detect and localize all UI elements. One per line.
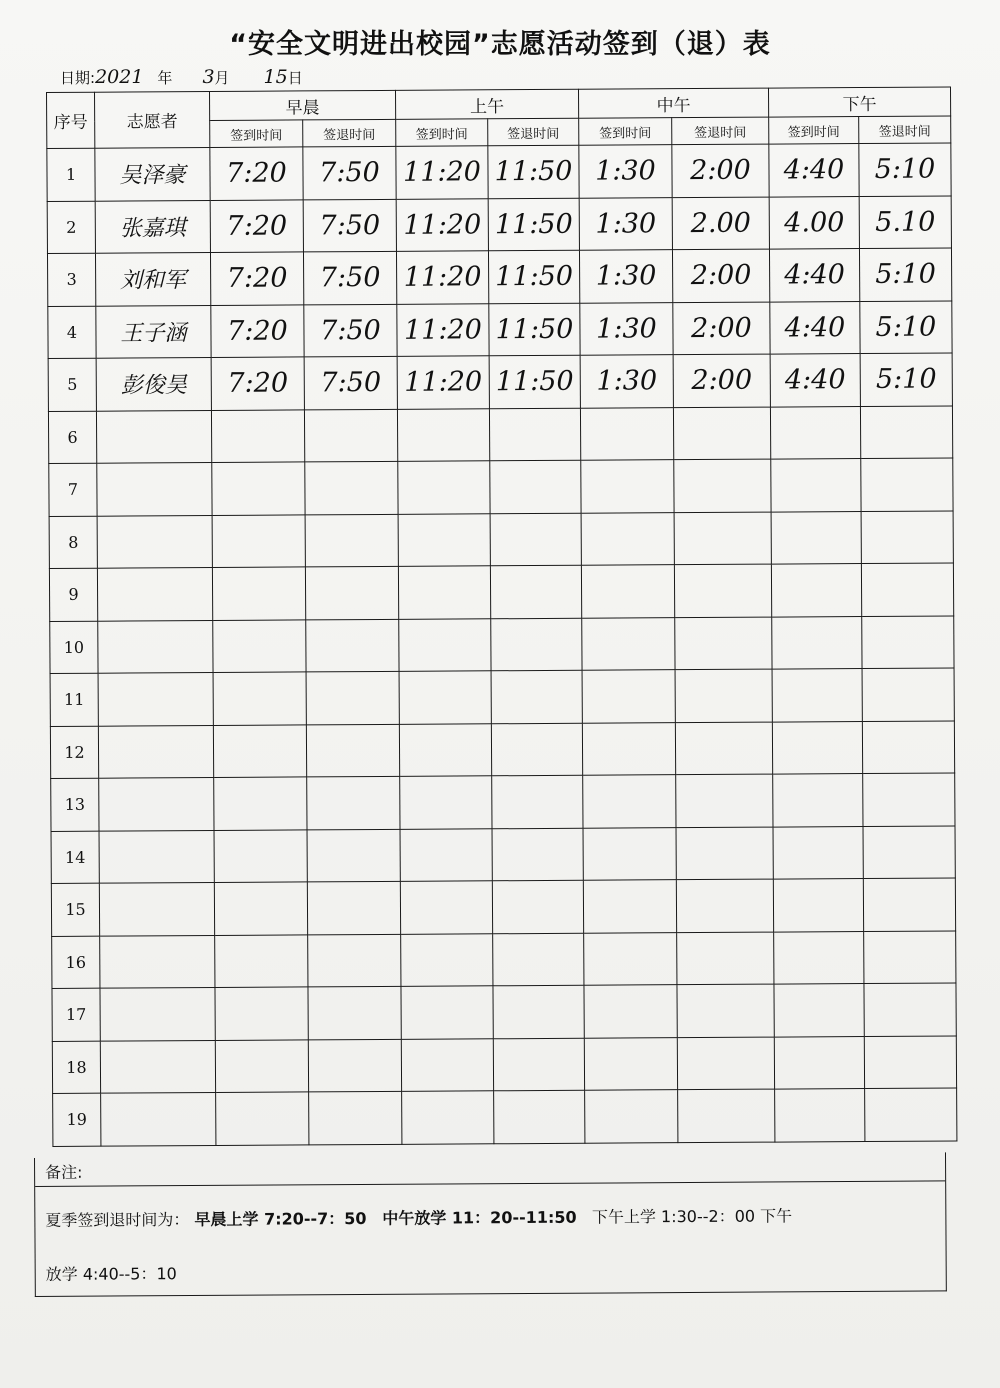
sign-in-time-cell <box>210 147 303 200</box>
sign-in-time-cell <box>584 1037 677 1090</box>
sign-in-time: 7:20 <box>226 210 288 242</box>
sign-out-time-cell <box>488 145 579 198</box>
sign-out-time-cell <box>493 985 584 1038</box>
sign-out-time-cell <box>305 566 398 619</box>
sign-in-time: 11:20 <box>403 261 482 294</box>
sign-out-time-cell <box>489 408 580 461</box>
sign-out-time-cell <box>672 249 769 302</box>
sign-in-time-cell <box>775 1089 865 1142</box>
sign-out-time-cell <box>859 248 951 301</box>
sign-in-time-cell <box>771 459 861 512</box>
date-day-unit: 日 <box>287 69 303 87</box>
sign-in-time-cell <box>772 669 862 722</box>
table-row <box>50 720 954 778</box>
table-row <box>52 1035 956 1093</box>
sign-out-time: 5:10 <box>874 153 936 186</box>
sign-out-time-cell <box>489 303 580 356</box>
sign-in-time-cell <box>397 303 489 356</box>
notes-noon: 中午放学 11：20--11:50 <box>382 1207 577 1228</box>
volunteer-name-cell <box>96 357 211 410</box>
sign-out-time-cell <box>860 300 952 353</box>
sign-out-time-cell <box>308 986 401 1039</box>
sign-in-time-cell <box>400 881 492 934</box>
sign-out-time-cell <box>865 1088 957 1141</box>
sign-in-time-cell <box>773 774 863 827</box>
sign-in-time-cell <box>399 618 491 671</box>
sign-in-time: 11:20 <box>404 366 483 399</box>
row-number: 1 <box>47 148 95 201</box>
sign-out-time: 2:00 <box>690 154 751 187</box>
sign-out-time-cell <box>490 513 581 566</box>
table-row <box>47 195 951 253</box>
sign-in-time-cell <box>400 776 492 829</box>
row-number: 14 <box>51 831 99 884</box>
sign-out-time-cell <box>488 250 579 303</box>
sign-out-time-cell <box>492 880 583 933</box>
volunteer-name-cell <box>99 830 214 883</box>
volunteer-name-cell <box>97 462 212 515</box>
sign-in-time: 11:20 <box>403 209 482 241</box>
sign-in-time-cell <box>398 461 490 514</box>
sign-in-time-cell <box>580 302 673 355</box>
volunteer-name-cell <box>97 515 212 568</box>
row-number: 17 <box>52 988 100 1041</box>
notes-prefix: 夏季签到退时间为： <box>45 1210 190 1230</box>
sign-in-time: 1:30 <box>596 313 657 345</box>
sign-in-time-cell <box>583 880 676 933</box>
sign-out-time-cell <box>676 827 773 880</box>
sign-out-time-cell <box>673 407 770 460</box>
row-number: 18 <box>52 1041 100 1094</box>
sign-in-time-cell <box>770 301 860 354</box>
volunteer-name-cell <box>99 882 214 935</box>
header-sign-in: 签到时间 <box>579 118 672 146</box>
sign-out-time-cell <box>863 878 955 931</box>
sign-in-time-cell <box>398 513 490 566</box>
sign-in-time-cell <box>581 565 674 618</box>
sign-out-time-cell <box>677 984 774 1037</box>
sign-out-time-cell <box>859 143 951 196</box>
sign-out-time-cell <box>304 356 397 409</box>
date-month-unit: 月 <box>214 69 230 87</box>
sign-in-time-cell <box>216 1092 309 1145</box>
sign-out-time-cell <box>306 724 399 777</box>
volunteer-name-cell <box>96 305 211 358</box>
sign-in-time-cell <box>769 144 859 197</box>
sign-in-time: 1:30 <box>595 155 656 187</box>
table-row <box>51 773 955 831</box>
table-row <box>49 510 953 568</box>
sign-in-time-cell <box>401 986 493 1039</box>
sign-out-time-cell <box>307 776 400 829</box>
sign-out-time-cell <box>677 932 774 985</box>
sign-in-time-cell <box>773 826 863 879</box>
table-row <box>51 825 955 883</box>
row-number: 5 <box>48 358 96 411</box>
header-sign-in: 签到时间 <box>396 119 488 147</box>
sign-in-time: 11:20 <box>403 314 482 346</box>
sign-out-time: 2.00 <box>690 207 751 239</box>
sign-in-time-cell <box>401 933 493 986</box>
sign-out-time: 2:00 <box>691 364 753 397</box>
sign-out-time-cell <box>864 930 956 983</box>
sign-out-time-cell <box>492 775 583 828</box>
volunteer-name-cell <box>95 148 210 201</box>
row-number: 15 <box>51 883 99 936</box>
sign-out-time-cell <box>861 510 953 563</box>
sign-out-time-cell <box>677 1037 774 1090</box>
sign-out-time: 5:10 <box>875 311 937 343</box>
row-number: 13 <box>51 778 99 831</box>
sign-out-time-cell <box>672 144 769 197</box>
sign-out-time-cell <box>494 1090 585 1143</box>
sign-in-time-cell <box>582 617 675 670</box>
sign-out-time: 7:50 <box>319 262 381 294</box>
sign-out-time-cell <box>674 512 771 565</box>
sign-out-time-cell <box>860 353 952 406</box>
sign-out-time-cell <box>861 458 953 511</box>
header-sign-out: 签退时间 <box>859 116 951 144</box>
row-number: 19 <box>53 1093 101 1146</box>
notes-box <box>34 1152 947 1297</box>
date-year: 2021 <box>95 66 144 88</box>
sign-in-time-cell <box>579 197 672 250</box>
sign-out-time-cell <box>489 355 580 408</box>
header-sign-out: 签退时间 <box>488 118 579 146</box>
table-row <box>49 458 953 516</box>
row-number: 10 <box>50 621 98 674</box>
sign-out-time-cell <box>678 1089 775 1142</box>
table-row <box>48 405 952 463</box>
sign-in-time-cell <box>585 1090 678 1143</box>
sign-out-time-cell <box>305 514 398 567</box>
row-number: 7 <box>49 463 97 516</box>
sign-in-time-cell <box>770 354 860 407</box>
sign-in-time-cell <box>774 931 864 984</box>
notes-afternoon-out: 放学 4:40--5：10 <box>45 1264 177 1284</box>
sign-in-time: 1:30 <box>596 365 658 397</box>
sign-out-time-cell <box>304 409 397 462</box>
sign-in-time-cell <box>401 1038 493 1091</box>
sign-table <box>46 86 957 1146</box>
sign-in-time-cell <box>211 409 304 462</box>
sign-in-time: 7:20 <box>226 157 287 190</box>
table-row <box>49 563 953 621</box>
sign-in-time-cell <box>771 564 861 617</box>
sign-in-time-cell <box>581 460 674 513</box>
sign-out-time: 7:50 <box>319 209 381 242</box>
date-line <box>60 66 303 88</box>
sign-in-time-cell <box>213 619 306 672</box>
sign-out-time-cell <box>307 829 400 882</box>
table-row <box>53 1088 957 1146</box>
sign-out-time-cell <box>675 669 772 722</box>
sign-out-time: 7:50 <box>319 157 380 189</box>
notes-label: 备注: <box>45 1162 83 1182</box>
volunteer-name-cell <box>95 252 210 305</box>
volunteer-name-cell <box>96 410 211 463</box>
sign-out-time-cell <box>674 459 771 512</box>
table-row <box>47 143 951 201</box>
sign-out-time-cell <box>488 198 579 251</box>
sign-in-time-cell <box>581 512 674 565</box>
header-period-forenoon: 上午 <box>395 89 578 119</box>
sign-out-time-cell <box>305 461 398 514</box>
table-row <box>50 668 954 726</box>
sign-in-time-cell <box>582 670 675 723</box>
sign-out-time-cell <box>493 933 584 986</box>
sign-in-time-cell <box>402 1091 494 1144</box>
table-row <box>50 615 954 673</box>
sheet-title: “安全文明进出校园”志愿活动签到（退）表 <box>229 29 771 60</box>
row-number: 6 <box>48 411 96 464</box>
sign-out-time: 7:50 <box>320 367 382 399</box>
table-row <box>48 353 952 411</box>
sign-out-time: 11:50 <box>494 156 573 188</box>
sign-in-time: 7:20 <box>226 262 288 295</box>
sign-out-time-cell <box>676 879 773 932</box>
sign-out-time-cell <box>307 881 400 934</box>
sign-in-time-cell <box>396 198 488 251</box>
sign-out-time: 7:50 <box>320 314 381 347</box>
header-period-morning: 早晨 <box>210 90 396 120</box>
sign-in-time-cell <box>584 932 677 985</box>
sign-out-time-cell <box>304 304 397 357</box>
sign-in-time-cell <box>772 616 862 669</box>
sign-out-time-cell <box>860 405 952 458</box>
sign-out-time-cell <box>864 983 956 1036</box>
row-number: 12 <box>50 726 98 779</box>
sign-in-time-cell <box>399 671 491 724</box>
sign-in-time-cell <box>774 1036 864 1089</box>
sign-in-time: 1:30 <box>595 260 657 292</box>
sign-in-time-cell <box>774 984 864 1037</box>
sign-out-time-cell <box>303 251 396 304</box>
volunteer-name-cell <box>99 777 214 830</box>
header-seq: 序号 <box>47 92 95 148</box>
volunteer-name: 吴泽豪 <box>119 163 186 189</box>
sign-in-time-cell <box>769 249 859 302</box>
date-month: 3 <box>202 66 215 88</box>
sign-out-time-cell <box>862 668 954 721</box>
header-volunteer: 志愿者 <box>95 92 210 149</box>
sign-in-time: 4:40 <box>784 364 846 396</box>
sign-out-time: 5.10 <box>875 206 936 238</box>
row-number: 9 <box>49 568 97 621</box>
row-number: 16 <box>52 936 100 989</box>
sign-in-time: 4.00 <box>784 206 845 239</box>
sign-out-time-cell <box>675 722 772 775</box>
sign-out-time: 5:10 <box>875 363 937 396</box>
date-label: 日期: <box>60 69 96 87</box>
sign-in-time-cell <box>396 146 488 199</box>
sign-out-time: 2:00 <box>690 259 752 292</box>
sign-out-time-cell <box>862 720 954 773</box>
sign-out-time-cell <box>862 615 954 668</box>
sign-out-time-cell <box>673 302 770 355</box>
sign-out-time-cell <box>863 773 955 826</box>
row-number: 3 <box>47 253 95 306</box>
date-day: 15 <box>263 66 288 88</box>
sign-in-time-cell <box>397 356 489 409</box>
sign-in-time-cell <box>215 934 308 987</box>
sign-in-time-cell <box>213 724 306 777</box>
sign-in-time-cell <box>396 251 488 304</box>
sign-out-time-cell <box>863 825 955 878</box>
sign-in-time-cell <box>400 828 492 881</box>
sign-out-time-cell <box>492 828 583 881</box>
sign-in-time: 4:40 <box>783 154 845 186</box>
sign-in-time-cell <box>399 723 491 776</box>
sign-out-time-cell <box>306 671 399 724</box>
sign-in-time-cell <box>583 827 676 880</box>
sign-out-time-cell <box>864 1035 956 1088</box>
notes-line-1 <box>45 1203 792 1231</box>
sign-in-time-cell <box>212 514 305 567</box>
header-period-noon: 中午 <box>578 88 768 118</box>
sign-out-time-cell <box>859 195 951 248</box>
sign-in-time-cell <box>584 985 677 1038</box>
sign-out-time-cell <box>861 563 953 616</box>
sign-in-time: 7:20 <box>227 367 289 400</box>
row-number: 4 <box>48 306 96 359</box>
sign-in-time-cell <box>214 829 307 882</box>
sign-in-time-cell <box>582 722 675 775</box>
sign-in-time: 7:20 <box>227 315 288 347</box>
header-sign-in: 签到时间 <box>769 117 859 145</box>
sign-out-time-cell <box>493 1038 584 1091</box>
sign-in-time: 11:20 <box>402 156 481 189</box>
table-row <box>52 930 956 988</box>
row-number: 11 <box>50 673 98 726</box>
sign-out-time: 11:50 <box>494 208 573 241</box>
sign-in-time-cell <box>579 250 672 303</box>
notes-afternoon-in: 下午上学 1:30--2：00 下午 <box>591 1206 793 1227</box>
sign-out-time-cell <box>674 564 771 617</box>
sign-out-time-cell <box>303 146 396 199</box>
sign-in-time-cell <box>583 775 676 828</box>
table-row <box>52 983 956 1041</box>
sign-out-time: 11:50 <box>495 261 574 293</box>
sign-in-time-cell <box>212 462 305 515</box>
header-sign-in: 签到时间 <box>210 120 303 148</box>
sign-in-time: 4:40 <box>784 259 846 291</box>
sign-in-time-cell <box>772 721 862 774</box>
notes-morning: 早晨上学 7:20--7：50 <box>194 1208 367 1230</box>
sign-out-time-cell <box>309 1091 402 1144</box>
row-number: 2 <box>47 201 95 254</box>
sign-out-time: 11:50 <box>495 313 574 346</box>
header-sign-out: 签退时间 <box>303 119 396 147</box>
volunteer-name-cell <box>95 200 210 253</box>
sign-out-time: 5:10 <box>875 258 937 291</box>
sign-out-time-cell <box>675 617 772 670</box>
volunteer-name-cell <box>101 1092 216 1145</box>
volunteer-name: 王子涵 <box>120 320 187 347</box>
sign-in-time-cell <box>215 987 308 1040</box>
sign-in-time-cell <box>214 777 307 830</box>
volunteer-name-cell <box>100 935 215 988</box>
volunteer-name-cell <box>98 672 213 725</box>
sign-out-time-cell <box>303 199 396 252</box>
sign-in-time-cell <box>579 145 672 198</box>
sign-out-time-cell <box>491 618 582 671</box>
sign-in-time-cell <box>580 355 673 408</box>
sign-out-time-cell <box>490 565 581 618</box>
volunteer-name: 张嘉琪 <box>119 215 186 242</box>
sign-out-time-cell <box>676 774 773 827</box>
date-year-unit: 年 <box>157 69 173 87</box>
sign-in-time-cell <box>210 252 303 305</box>
row-number: 8 <box>49 516 97 569</box>
sign-in-time-cell <box>213 672 306 725</box>
sign-in-time-cell <box>211 304 304 357</box>
volunteer-name: 彭俊昊 <box>120 373 187 399</box>
sign-in-time: 4:40 <box>784 311 846 344</box>
volunteer-name-cell <box>100 987 215 1040</box>
sign-out-time-cell <box>672 197 769 250</box>
header-sign-out: 签退时间 <box>672 117 769 145</box>
volunteer-name: 刘和军 <box>120 268 187 294</box>
sign-out-time-cell <box>673 354 770 407</box>
notes-line-2 <box>46 1261 177 1285</box>
volunteer-name-cell <box>98 725 213 778</box>
sign-in-time-cell <box>398 566 490 619</box>
sign-in-time-cell <box>769 196 859 249</box>
sign-out-time: 11:50 <box>495 366 574 398</box>
sign-out-time-cell <box>306 619 399 672</box>
sign-out-time-cell <box>308 934 401 987</box>
sign-out-time-cell <box>491 670 582 723</box>
volunteer-name-cell <box>97 567 212 620</box>
sign-in-time-cell <box>215 1039 308 1092</box>
sign-in-time-cell <box>211 357 304 410</box>
sign-in-time-cell <box>212 567 305 620</box>
sign-in-time-cell <box>210 199 303 252</box>
sign-out-time-cell <box>490 460 581 513</box>
table-row <box>51 878 955 936</box>
sign-out-time-cell <box>308 1039 401 1092</box>
sign-in-time-cell <box>397 408 489 461</box>
sign-in-time-cell <box>770 406 860 459</box>
header-period-afternoon: 下午 <box>768 87 950 117</box>
sign-out-time-cell <box>491 723 582 776</box>
table-row <box>47 248 951 306</box>
sign-in-time-cell <box>771 511 861 564</box>
volunteer-name-cell <box>100 1040 215 1093</box>
sign-out-time: 2:00 <box>691 312 752 344</box>
sign-in-time-cell <box>580 407 673 460</box>
sign-in-time-cell <box>773 879 863 932</box>
table-row <box>48 300 952 358</box>
sign-in-time: 1:30 <box>595 208 657 240</box>
sign-in-time-cell <box>214 882 307 935</box>
volunteer-name-cell <box>98 620 213 673</box>
